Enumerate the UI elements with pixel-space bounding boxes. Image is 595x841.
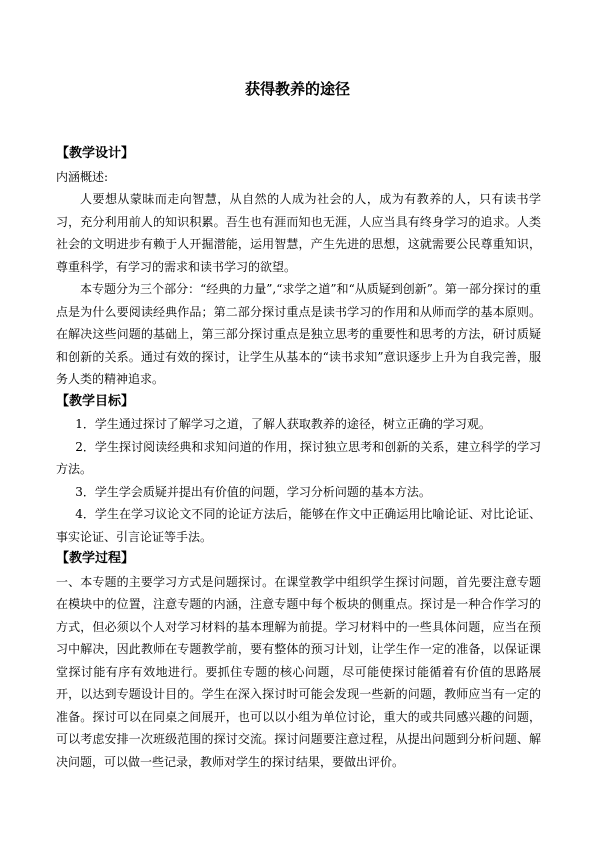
design-paragraph-2: 本专题分为三个部分：“经典的力量”,“求学之道”和“从质疑到创新”。第一部分探讨的重点是为什么要阅读经典作品；第二部分探讨重点是读书学习的作用和从师而学的基本原则。在解决这些问题的基础上，第三部分探讨重点是独立思考的重要性和思考的方法，研讨质疑和创新的关系。通过有效的探讨，让学生从基本的“读书求知”意识逐步上升为自我完善，服务人类的精神追求。 xyxy=(56,282,541,386)
goal-item-1: 1．学生通过探讨了解学习之道，了解人获取教养的途径，树立正确的学习观。 xyxy=(75,417,491,431)
process-paragraph-1: 一、本专题的主要学习方式是问题探讨。在课堂教学中组织学生探讨问题，首先要注意专题在模块中的位置，注意专题的内涵，注意专题中每个板块的侧重点。探讨是一种合作学习的方式，但必须以个人对学习材料的基本理解为前提。学习材料中的一些具体问题，应当在预习中解决，因此教师在专题教学前，要有整体的预习计划，让学生作一定的准备，以保证课堂探讨能有序有效地进行。要抓住专题的核心问题，尽可能使探讨能循着有价值的思路展开，以达到专题设计目的。学生在深入探讨时可能会发现一些新的问题，教师应当有一定的准备。探讨可以在同桌之间展开，也可以以小组为单位讨论，重大的或共同感兴趣的问题，可以考虑安排一次班级范围的探讨交流。探讨问题要注意过程，从提出问题到分析问题、解决问题，可以做一些记录，教师对学生的探讨结果，要做出评价。 xyxy=(56,574,541,769)
document-body xyxy=(56,143,541,773)
goal-item-2: 2．学生探讨阅读经典和求知问道的作用，探讨独立思考和创新的关系，建立科学的学习方法。 xyxy=(56,439,541,476)
document-title: 获得教养的途径 xyxy=(244,80,350,98)
section-heading-goals: 【教学目标】 xyxy=(56,393,135,409)
goal-item-4: 4．学生在学习议论文不同的论证方法后，能够在作文中正确运用比喻论证、对比论证、事实论证、引言论证等手法。 xyxy=(56,507,541,544)
goal-item-3: 3．学生学会质疑并提出有价值的问题，学习分析问题的基本方法。 xyxy=(75,484,431,499)
intro-label: 内涵概述: xyxy=(56,169,109,184)
section-heading-design: 【教学设计】 xyxy=(56,146,135,161)
section-heading-process: 【教学过程】 xyxy=(56,551,135,566)
design-paragraph-1: 人要想从蒙昧而走向智慧，从自然的人成为社会的人，成为有教养的人，只有读书学习，充分利用前人的知识积累。吾生也有涯而知也无涯，人应当具有终身学习的追求。人类社会的文明进步有赖于人开掘潜能，运用智慧，产生先进的思想，这就需要公民尊重知识，尊重科学，有学习的需求和读书学习的欲望。 xyxy=(56,192,541,274)
